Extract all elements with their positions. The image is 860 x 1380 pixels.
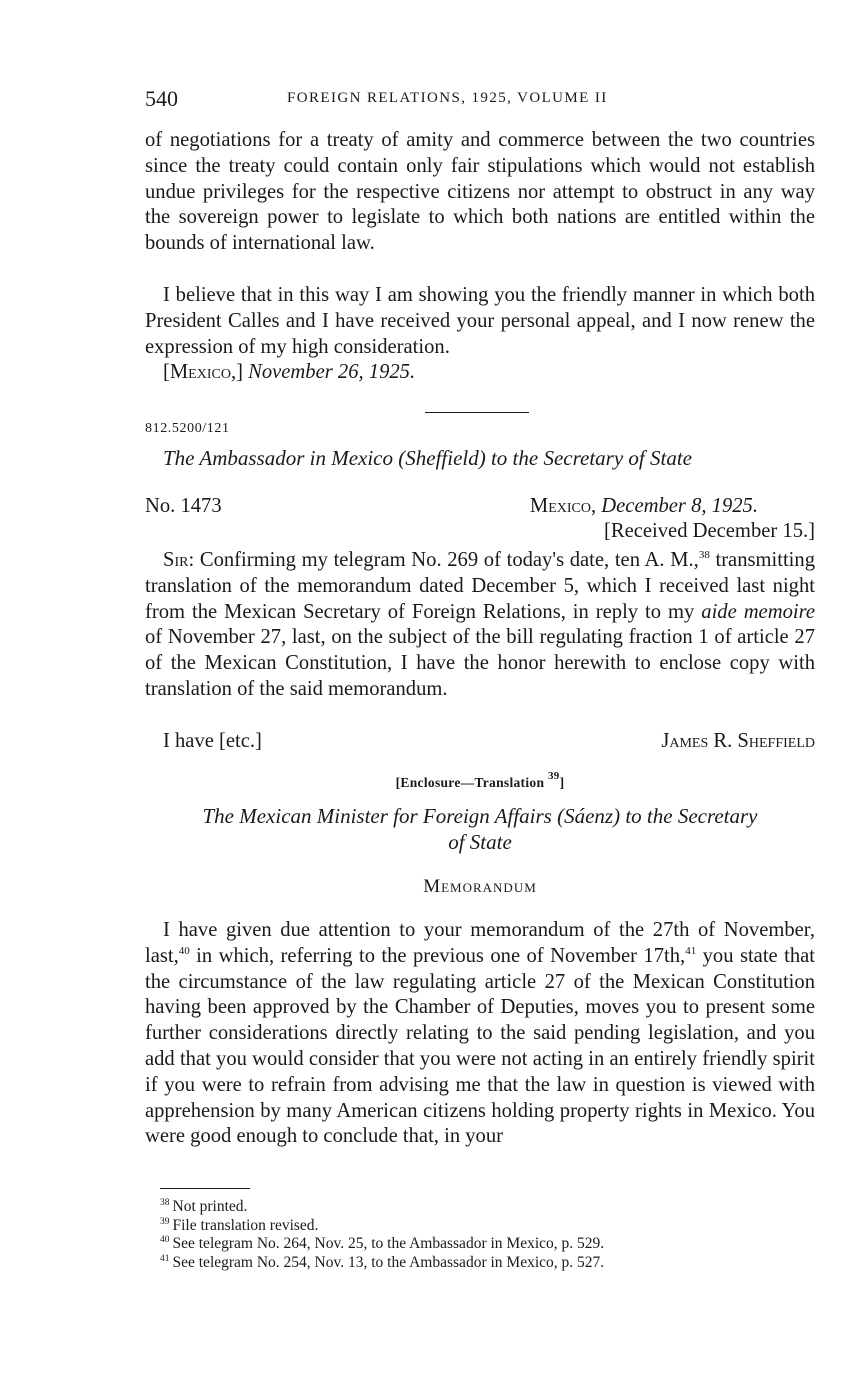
- footnote-ref-38: 38: [698, 549, 710, 561]
- dateline-date: November 26, 1925.: [248, 361, 416, 383]
- file-number: 812.5200/121: [145, 421, 230, 436]
- signature-row: [145, 730, 815, 756]
- letter-body: [145, 548, 815, 703]
- footnotes: [160, 1198, 800, 1272]
- document-date: December 8, 1925.: [601, 495, 758, 517]
- letter-body-part3: of November 27, last, on the subject of the bill regulating fraction 1 of article 27 of the Mexican Constitution, I have the honor herewith to enclose copy with translation of the said memorandum.: [145, 626, 815, 700]
- footnote: $^{38}$ Not printed.: [160, 1198, 248, 1215]
- footnote-ref-40: 40: [178, 944, 190, 957]
- received-row: [145, 520, 815, 546]
- section-divider: [425, 412, 529, 413]
- enclosure-heading: [145, 804, 815, 856]
- document-dateline: [530, 495, 758, 518]
- continuation-paragraph: of negotiations for a treaty of amity and commerce between the two countries since the treaty could contain only fair stipulations which would not establish undue privileges for the respective citizens nor attempt to obstruct in any way the sovereign power to legislate to which both nations are entitled within the bounds of international law.: [145, 129, 815, 255]
- footnote-rule: [160, 1188, 250, 1189]
- memo-part2: in which, referring to the previous one of November 17th,: [189, 944, 686, 967]
- memo-part1: I have given due attention to your memorandum of the 27th of November, last,: [145, 919, 815, 967]
- aide-memoire-term: aide memoire: [701, 600, 815, 623]
- document-number: No. 1473: [145, 495, 222, 517]
- memorandum-body: [145, 918, 815, 1150]
- footnote: $^{41}$ See telegram No. 254, Nov. 13, to the Ambassador in Mexico, p. 527.: [160, 1253, 605, 1271]
- dateline: [145, 360, 833, 386]
- running-head: [145, 86, 815, 116]
- enclosure-heading-line2: of State: [448, 829, 512, 854]
- enclosure-label: [Enclosure—Translation $^{39}$]: [395, 770, 565, 790]
- document-number-row: [145, 495, 815, 521]
- enclosure-heading-line1: The Mexican Minister for Foreign Affairs (Sáenz) to the Secretary: [202, 804, 758, 828]
- document-place: Mexico,: [529, 495, 597, 517]
- footnote: $^{40}$ See telegram No. 264, Nov. 25, to the Ambassador in Mexico, p. 529.: [160, 1235, 605, 1253]
- memo-part3: you state that the circumstance of the law regulating article 27 of the Mexican Constitution having been approved by the Chamber of Deputies, moves you to present some further considerations directly relating to the said pending legislation, and you add that you would consider that you were not acting in an entirely friendly spirit if you were to refrain from advising me that the law in question is viewed with apprehension by many American citizens holding property rights in Mexico. You were good enough to conclude that, in your: [145, 944, 815, 1148]
- letter-body-part1: : Confirming my telegram No. 269 of today's date, ten A. M.,: [188, 549, 699, 571]
- memorandum-title: Memorandum: [423, 876, 537, 897]
- running-head-title: FOREIGN RELATIONS, 1925, VOLUME II: [287, 90, 608, 106]
- signature: James R. Sheffield: [661, 730, 815, 752]
- received-date: [Received December 15.]: [604, 520, 815, 542]
- page-number: 540: [145, 86, 178, 111]
- letter-body-part2: transmitting translation of the memorandum dated December 5, which I received last night from the Mexican Secretary of Foreign Relations, in reply to my: [145, 549, 815, 623]
- closing-paragraph: I believe that in this way I am showing you the friendly manner in which both President Calles and I have received your personal appeal, and I now renew the expression of my high consideration.: [145, 284, 815, 358]
- document-heading: The Ambassador in Mexico (Sheffield) to the Secretary of State: [163, 446, 692, 470]
- footnote-ref-39: 39: [547, 770, 560, 782]
- salutation: Sir: [163, 549, 189, 571]
- dateline-place: [Mexico,]: [163, 361, 243, 383]
- footnote-ref-41: 41: [685, 944, 697, 957]
- complimentary-close: I have [etc.]: [163, 730, 262, 752]
- footnote: $^{39}$ File translation revised.: [160, 1216, 319, 1234]
